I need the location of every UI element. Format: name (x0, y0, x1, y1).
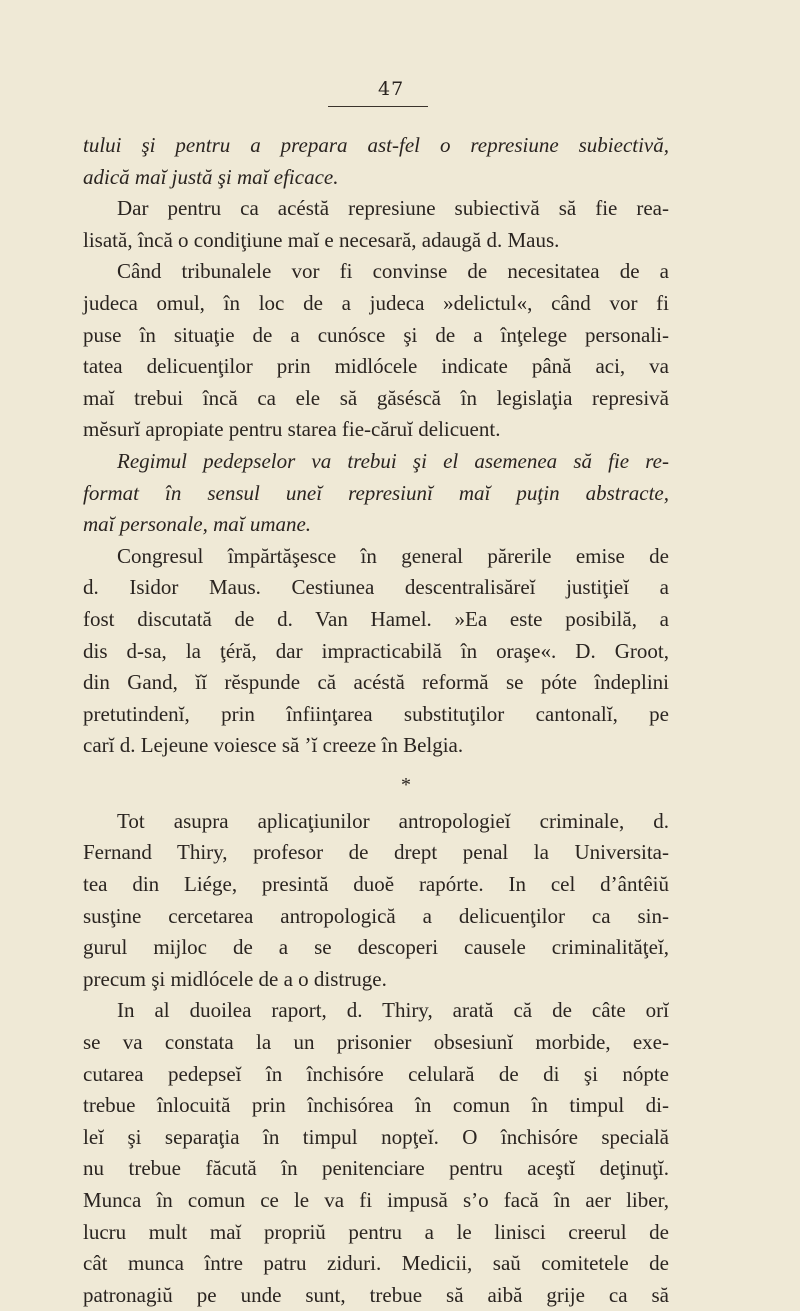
paragraph-3 (83, 256, 669, 446)
paragraph-5 (83, 541, 669, 762)
body-text (83, 130, 669, 1311)
text-line: puse în situaţie de a cunósce şi de a înţelege personali- (83, 322, 669, 347)
text-line: tului şi pentru a prepara ast-fel o represiune subiectivă, (83, 133, 669, 157)
text-line: pretutindenĭ, prin înfiinţarea substituţilor cantonalĭ, pe (83, 701, 669, 726)
text-line: Congresul împărtăşesce în general părerile emise de (117, 543, 669, 568)
text-line: Regimul pedepselor va trebui şi el asemenea să fie re- (117, 448, 669, 473)
paragraph-2 (83, 193, 669, 256)
text-line: Tot asupra aplicaţiunilor antropologieĭ criminale, d. (117, 808, 669, 833)
paragraph-4 (83, 446, 669, 541)
text-line: tea din Liége, presintă duoĕ rapórte. In cel d’ântêiŭ (83, 872, 669, 897)
header-rule (328, 106, 428, 107)
text-line: lucru mult maĭ propriŭ pentru a le linisci creerul de (83, 1219, 669, 1244)
paragraph-7 (83, 995, 669, 1311)
text-line: dis d-sa, la ţéră, dar impracticabilă în oraşe«. D. Groot, (83, 638, 669, 663)
text-line: maĭ trebui încă ca ele să găséscă în legislaţia represivă (83, 385, 669, 410)
text-line: leĭ şi separaţia în timpul nopţeĭ. O închisóre specială (83, 1124, 669, 1149)
paragraph-6 (83, 806, 669, 996)
text-line: fost discutată de d. Van Hamel. »Ea este posibilă, a (83, 606, 669, 631)
text-line: adică maĭ justă şi maĭ eficace. (83, 164, 339, 189)
text-line: Fernand Thiry, profesor de drept penal la Universita- (83, 840, 669, 865)
text-line: judeca omul, în loc de a judeca »delictul«, când vor fi (83, 290, 669, 315)
text-line: Dar pentru ca acéstă represiune subiectivă să fie rea- (117, 196, 669, 221)
text-line: gurul mijloc de a se descoperi causele criminalităţeĭ, (83, 935, 669, 960)
text-line: carĭ d. Lejeune voiesce să ’ĭ creeze în Belgia. (83, 733, 464, 758)
text-line: cutarea pedepseĭ în închisóre celulară de di şi nópte (83, 1061, 669, 1086)
text-line: susţine cercetarea antropologică a delicuenţilor ca sin- (83, 903, 669, 928)
text-line: cât munca între patru ziduri. Medicii, saŭ comitetele de (83, 1251, 669, 1276)
text-line: nu trebue făcută în penitenciare pentru aceştĭ deţinuţĭ. (83, 1156, 669, 1181)
text-line: Munca în comun ce le va fi impusă s’o facă în aer liber, (83, 1188, 669, 1212)
text-line: trebue înlocuită prin închisórea în comun în timpul di- (83, 1093, 669, 1118)
text-line: In al duoilea raport, d. Thiry, arată că de câte orĭ (117, 998, 669, 1023)
paragraph-1 (83, 130, 669, 193)
text-line: lisată, încă o condiţiune maĭ e necesară, adaugă d. Maus. (83, 227, 560, 252)
page-number: 47 (378, 78, 405, 100)
text-line: patronagiŭ pe unde sunt, trebue să aibă grije ca să (83, 1282, 669, 1307)
section-separator: * (401, 773, 411, 796)
text-line: tatea delicuenţilor prin midlócele indicate până aci, va (83, 354, 669, 379)
text-line: din Gand, ĭĭ rĕspunde că acéstă reformă se póte îndeplini (83, 670, 669, 695)
text-line: d. Isidor Maus. Cestiunea descentralisăreĭ justiţieĭ a (83, 575, 669, 600)
text-line: format în sensul uneĭ represiunĭ maĭ puţin abstracte, (83, 480, 669, 505)
text-line: mĕsurĭ apropiate pentru starea fie-căruĭ delicuent. (83, 417, 501, 442)
text-line: precum şi midlócele de a o distruge. (83, 966, 387, 991)
text-line: Când tribunalele vor fi convinse de necesitatea de a (117, 259, 669, 284)
text-line: se va constata la un prisonier obsesiunĭ morbide, exe- (83, 1030, 669, 1055)
text-line: maĭ personale, maĭ umane. (83, 512, 312, 537)
